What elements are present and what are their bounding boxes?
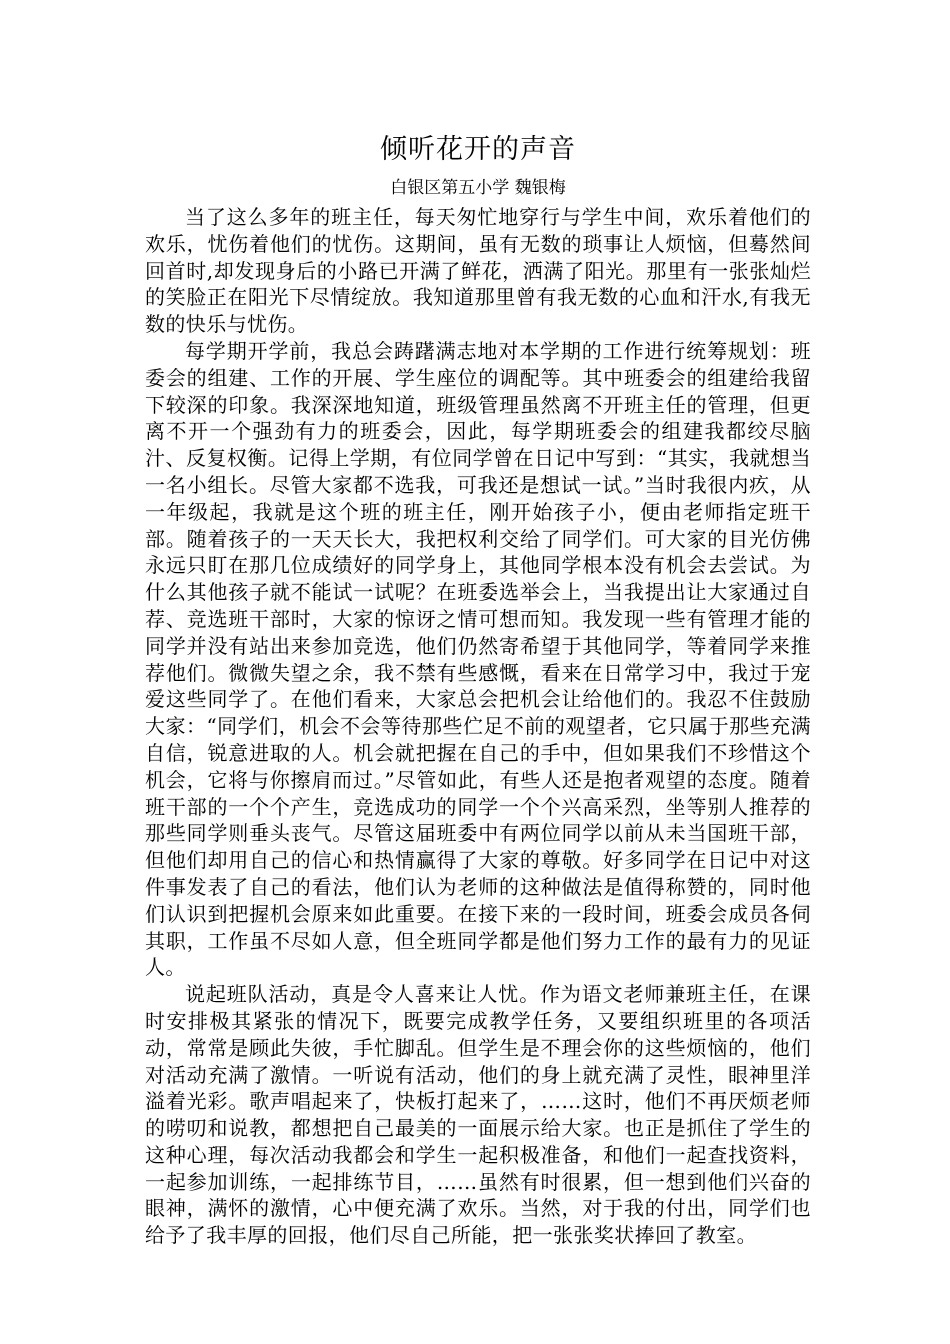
author-byline: 白银区第五小学 魏银梅 <box>390 178 566 198</box>
paragraph-2: 每学期开学前，我总会踌躇满志地对本学期的工作进行统筹规划：班委会的组建、工作的开展、学生座位的调配等。其中班委会的组建给我留下较深的印象。我深深地知道，班级管理虽然离不开班主任的管理，但更离不开一个强劲有力的班委会，因此，每学期班委会的组建我都绞尽脑汁、反复权衡。记得上学期，有位同学曾在日记中写到：“其实，我就想当一名小组长。尽管大家都不选我，可我还是想试一试。”当时我很内疚，从一年级起，我就是这个班的班主任，刚开始孩子小，便由老师指定班干部。随着孩子的一天天长大，我把权利交给了同学们。可大家的目光仿佛永远只盯在那几位成绩好的同学身上，其他同学根本没有机会去尝试。为什么其他孩子就不能试一试呢？在班委选举会上，当我提出让大家通过自荐、竞选班干部时，大家的惊讶之情可想而知。我发现一些有管理才能的同学并没有站出来参加竞选，他们仍然寄希望于其他同学，等着同学来推荐他们。微微失望之余，我不禁有些感慨，看来在日常学习中，我过于宠爱这些同学了。在他们看来，大家总会把机会让给他们的。我忍不住鼓励大家：“同学们，机会不会等待那些伫足不前的观望者，它只属于那些充满自信，锐意进取的人。机会就把握在自己的手中，但如果我们不珍惜这个机会，它将与你擦肩而过。”尽管如此，有些人还是抱者观望的态度。随着班干部的一个个产生，竞选成功的同学一个个兴高采烈，坐等别人推荐的那些同学则垂头丧气。尽管这届班委中有两位同学以前从未当国班干部，但他们却用自己的信心和热情赢得了大家的尊敬。好多同学在日记中对这件事发表了自己的看法，他们认为老师的这种做法是值得称赞的，同时他们认识到把握机会原来如此重要。在接下来的一段时间，班委会成员各伺其职，工作虽不尽如人意，但全班同学都是他们努力工作的最有力的见证人。 <box>145 338 811 980</box>
paragraph-1: 当了这么多年的班主任，每天匆忙地穿行与学生中间，欢乐着他们的欢乐，忧伤着他们的忧伤。这期间，虽有无数的琐事让人烦恼，但蓦然间回首时,却发现身后的小路已开满了鲜花，洒满了阳光。那里有一张张灿烂的笑脸正在阳光下尽情绽放。我知道那里曾有我无数的心血和汗水,有我无数的快乐与忧伤。 <box>145 205 811 337</box>
document-title: 倾听花开的声音 <box>380 134 576 165</box>
document-page <box>145 132 811 1249</box>
paragraph-3: 说起班队活动，真是令人喜来让人忧。作为语文老师兼班主任，在课时安排极其紧张的情况下，既要完成教学任务，又要组织班里的各项活动，常常是顾此失彼，手忙脚乱。但学生是不理会你的这些烦恼的，他们对活动充满了激情。一听说有活动，他们的身上就充满了灵性，眼神里洋溢着光彩。歌声唱起来了，快板打起来了，……这时，他们不再厌烦老师的唠叨和说教，都想把自己最美的一面展示给大家。也正是抓住了学生的这种心理，每次活动我都会和学生一起积极准备，和他们一起查找资料，一起参加训练，一起排练节目，……虽然有时很累，但一想到他们兴奋的眼神，满怀的激情，心中便充满了欢乐。当然，对于我的付出，同学们也给予了我丰厚的回报，他们尽自己所能，把一张张奖状捧回了教室。 <box>145 982 811 1248</box>
